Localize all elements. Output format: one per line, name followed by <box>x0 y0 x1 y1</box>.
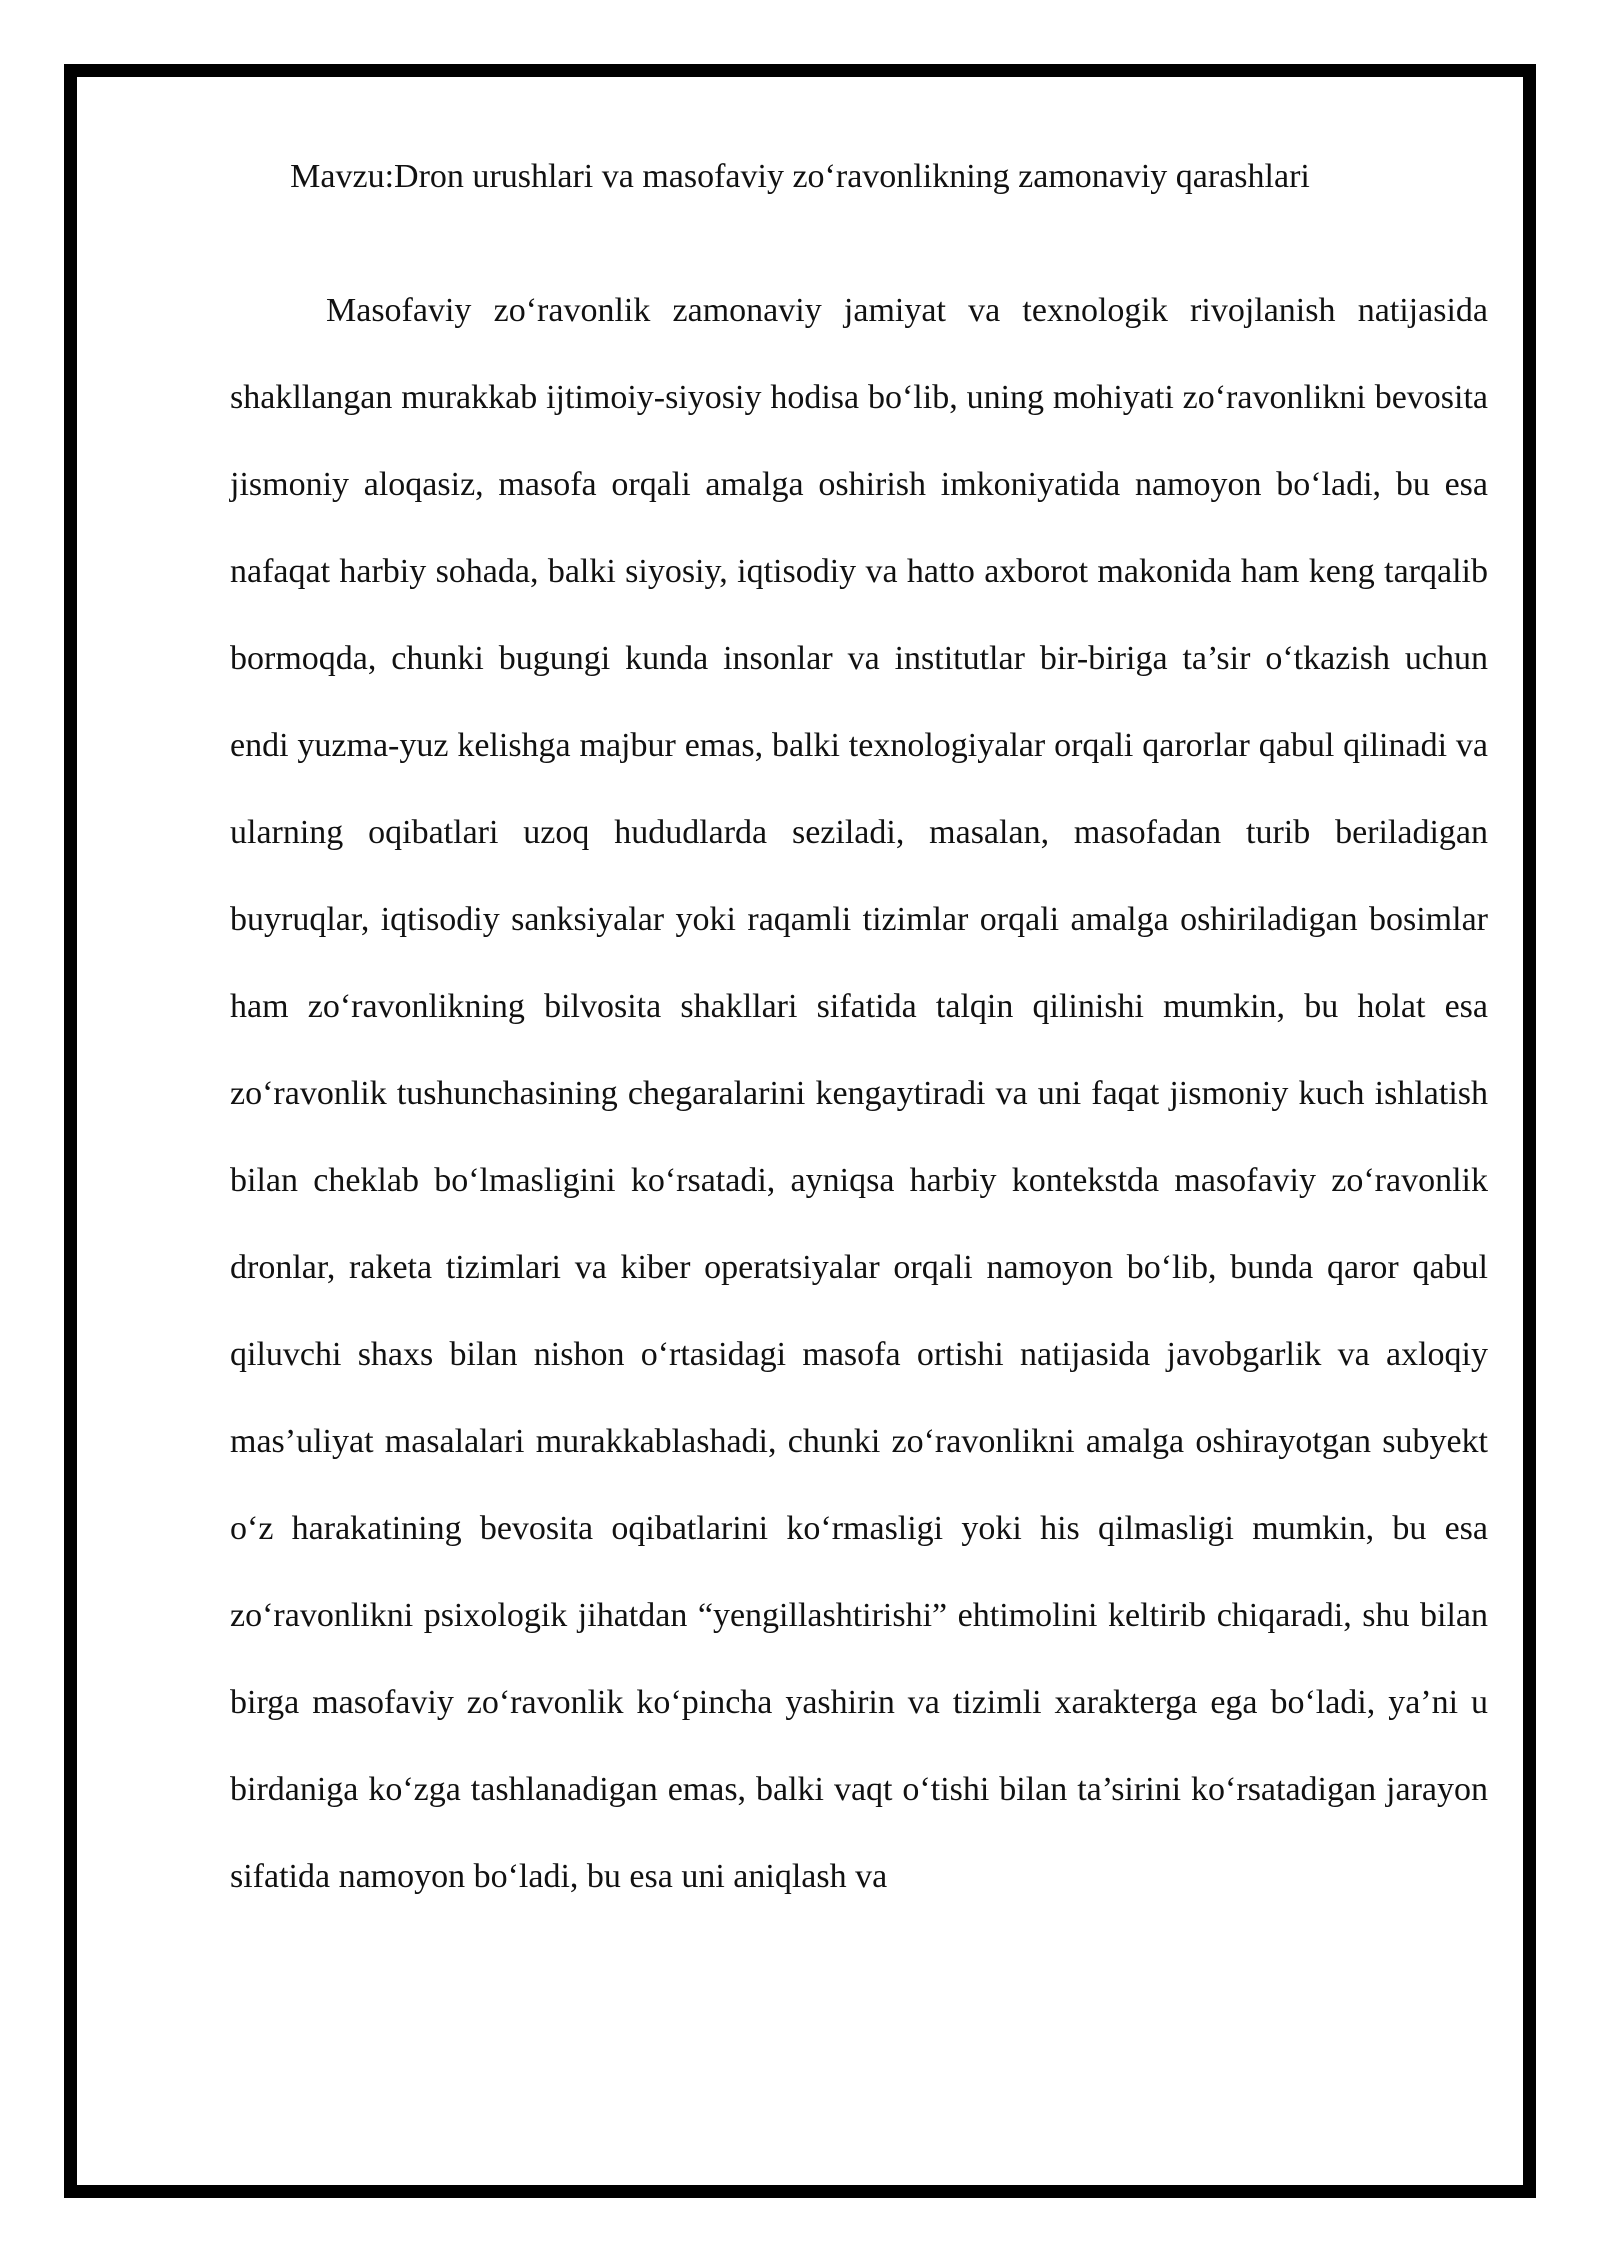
body-paragraph: Masofaviy zo‘ravonlik zamonaviy jamiyat va texnologik rivojlanish natijasida shakllangan murakkab ijtimoiy-siyosiy hodisa bo‘lib, uning mohiyati zo‘ravonlikni bevosita jismoniy aloqasiz, masofa orqali amalga oshirish imkoniyatida namoyon bo‘ladi, bu esa nafaqat harbiy sohada, balki siyosiy, iqtisodiy va hatto axborot makonida ham keng tarqalib bormoqda, chunki bugungi kunda insonlar va institutlar bir-biriga ta’sir o‘tkazish uchun endi yuzma-yuz kelishga majbur emas, balki texnologiyalar orqali qarorlar qabul qilinadi va ularning oqibatlari uzoq hududlarda seziladi, masalan, masofadan turib beriladigan buyruqlar, iqtisodiy sanksiyalar yoki raqamli tizimlar orqali amalga oshiriladigan bosimlar ham zo‘ravonlikning bilvosita shakllari sifatida talqin qilinishi mumkin, bu holat esa zo‘ravonlik tushunchasining chegaralarini kengaytiradi va uni faqat jismoniy kuch ishlatish bilan cheklab bo‘lmasligini ko‘rsatadi, ayniqsa harbiy kontekstda masofaviy zo‘ravonlik dronlar, raketa tizimlari va kiber operatsiyalar orqali namoyon bo‘lib, bunda qaror qabul qiluvchi shaxs bilan nishon o‘rtasidagi masofa ortishi natijasida javobgarlik va axloqiy mas’uliyat masalalari murakkablashadi, chunki zo‘ravonlikni amalga oshirayotgan subyekt o‘z harakatining bevosita oqibatlarini ko‘rmasligi yoki his qilmasligi mumkin, bu esa zo‘ravonlikni psixologik jihatdan “yengillashtirishi” ehtimolini keltirib chiqaradi, shu bilan birga masofaviy zo‘ravonlik ko‘pincha yashirin va tizimli xarakterga ega bo‘ladi, ya’ni u birdaniga ko‘zga tashlanadigan emas, balki vaqt o‘tishi bilan ta’sirini ko‘rsatadigan jarayon sifatida namoyon bo‘ladi, bu esa uni aniqlash va <box>230 292 1488 1895</box>
document-title: Mavzu:Dron urushlari va masofaviy zo‘ravonlikning zamonaviy qarashlari <box>290 158 1310 195</box>
